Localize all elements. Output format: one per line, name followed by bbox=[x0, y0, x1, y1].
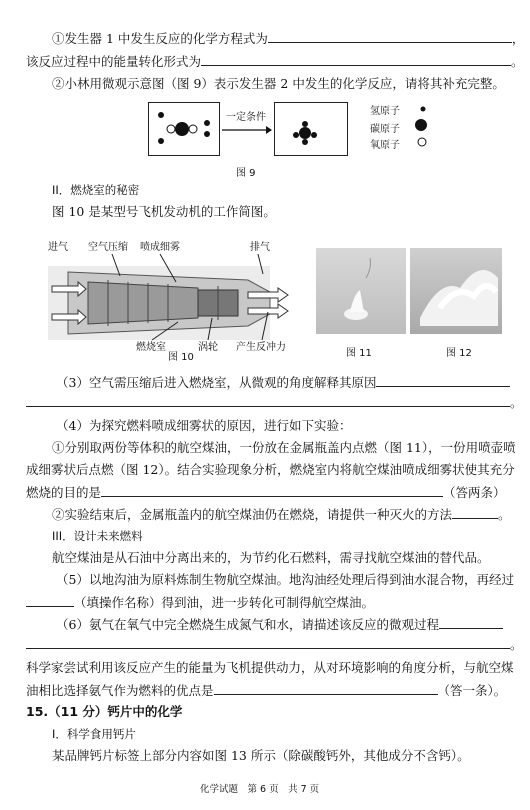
question-text: 该反应过程中的能量转化形式为 bbox=[26, 54, 202, 69]
q-line-energy: 该反应过程中的能量转化形式为 。 bbox=[26, 54, 524, 69]
legend-item bbox=[370, 102, 429, 118]
page-footer: 化学试题 第 6 页 共 7 页 bbox=[200, 784, 320, 795]
legend-item bbox=[370, 136, 429, 152]
answer-blank[interactable] bbox=[214, 682, 438, 695]
answer-blank[interactable] bbox=[376, 374, 510, 387]
fig10-engine bbox=[48, 228, 296, 360]
question-text: （答一条）。 bbox=[437, 683, 507, 698]
q-line-fig9-intro: ②小林用微观示意图（图 9）表示发生器 2 中发生的化学反应，请将其补充完整。 bbox=[52, 76, 505, 91]
q-line-equation: ①发生器 1 中发生反应的化学方程式为 ， bbox=[52, 31, 525, 46]
label-chamber: 燃烧室 bbox=[136, 342, 166, 353]
section-heading: II．燃烧室的秘密 bbox=[52, 183, 140, 197]
label-intake: 进气 bbox=[48, 242, 68, 253]
label-thrust: 产生反冲力 bbox=[236, 342, 286, 353]
hydrogen-atom-icon bbox=[417, 104, 429, 114]
question-text: （填操作名称）得到油，进一步转化可制得航空煤油。 bbox=[74, 595, 375, 610]
paragraph: 某品牌钙片标签上部分内容如图 13 所示（除碳酸钙外，其他成分不含钙）。 bbox=[52, 748, 470, 763]
q4-line-c bbox=[26, 484, 506, 501]
question-text: ②实验结束后，金属瓶盖内的航空煤油仍在燃烧，请提供一种灭火的方法 bbox=[52, 507, 453, 522]
question-text: （6）氨气在氧气中完全燃烧生成氮气和水，请描述该反应的微观过程 bbox=[56, 617, 439, 632]
q5-line: （5）以地沟油为原料炼制生物航空煤油。地沟油经处理后得到油水混合物，再经过 bbox=[56, 572, 514, 587]
section-heading: III．设计未来燃料 bbox=[52, 529, 143, 543]
q3-line bbox=[56, 374, 510, 391]
question-text: ①发生器 1 中发生反应的化学方程式为 bbox=[52, 31, 268, 46]
fig12-caption: 图 12 bbox=[446, 348, 472, 359]
answer-blank[interactable] bbox=[201, 53, 511, 66]
arrow-label: 一定条件 bbox=[226, 112, 266, 123]
q5-line-2 bbox=[26, 594, 374, 611]
question-text: （3）空气需压缩后进入燃烧室，从微观的角度解释其原因 bbox=[56, 375, 377, 390]
q4-line-d: ②实验结束后，金属瓶盖内的航空煤油仍在燃烧，请提供一种灭火的方法 。 bbox=[52, 507, 511, 522]
fig9-after-molecule bbox=[275, 103, 347, 155]
q6-line-3 bbox=[26, 682, 506, 699]
fig9-legend bbox=[370, 102, 429, 152]
fig11-caption: 图 11 bbox=[346, 348, 372, 359]
fig9-after-box bbox=[274, 102, 348, 156]
q4-line-b: 成细雾状后点燃（图 12）。结合实验现象分析，燃烧室内将航空煤油喷成细雾状使其充分 bbox=[26, 462, 515, 477]
fig10-intro: 图 10 是某型号飞机发动机的工作简图。 bbox=[52, 204, 276, 219]
carbon-atom-icon bbox=[413, 118, 429, 132]
answer-blank[interactable] bbox=[268, 30, 512, 43]
arrow-icon bbox=[220, 125, 272, 135]
q3-line-2: 。 bbox=[26, 394, 523, 411]
q4-line: （4）为探究燃料喷成细雾状的原因，进行如下实验： bbox=[56, 418, 352, 433]
fig9-arrow bbox=[220, 108, 272, 138]
engine-drawing bbox=[48, 252, 296, 352]
q4-line-a: ①分别取两份等体积的航空煤油，一份放在金属瓶盖内点燃（图 11），一份用喷壶喷 bbox=[52, 440, 516, 455]
legend-item bbox=[370, 118, 429, 136]
fig9-caption: 图 9 bbox=[236, 168, 256, 179]
fig10-caption: 图 10 bbox=[168, 352, 194, 363]
question-text: 燃烧的目的是 bbox=[26, 485, 102, 500]
label-compress: 空气压缩 bbox=[88, 242, 128, 253]
paragraph: 科学家尝试利用该反应产生的能量为飞机提供动力，从对环境影响的角度分析，与航空煤 bbox=[26, 660, 514, 675]
answer-blank[interactable] bbox=[26, 636, 510, 649]
fig9-before-molecules bbox=[149, 103, 219, 155]
q6-line-2: 。 bbox=[26, 636, 523, 653]
legend-label: 氢原子 bbox=[370, 106, 400, 117]
paragraph: 航空煤油是从石油中分离出来的，为节约化石燃料，需寻找航空煤油的替代品。 bbox=[52, 550, 490, 565]
label-turbine: 涡轮 bbox=[198, 342, 218, 353]
label-exhaust: 排气 bbox=[250, 242, 270, 253]
answer-blank[interactable] bbox=[26, 594, 74, 607]
section-heading: I．科学食用钙片 bbox=[52, 727, 136, 741]
answer-blank[interactable] bbox=[452, 506, 498, 519]
answer-blank[interactable] bbox=[101, 484, 443, 497]
fig11-photo bbox=[316, 248, 406, 334]
oxygen-atom-icon bbox=[415, 136, 429, 148]
question-15-title: 15.（11 分）钙片中的化学 bbox=[26, 704, 183, 719]
q6-line bbox=[56, 616, 503, 633]
flame-large-icon bbox=[410, 248, 502, 334]
legend-label: 氧原子 bbox=[370, 140, 400, 151]
answer-blank[interactable] bbox=[439, 616, 503, 629]
question-text: 油相比选择氨气作为燃料的优点是 bbox=[26, 683, 214, 698]
flame-small-icon bbox=[316, 248, 406, 334]
question-text: （答两条） bbox=[443, 485, 506, 500]
fig9-before-box bbox=[148, 102, 220, 156]
legend-label: 碳原子 bbox=[370, 124, 400, 135]
label-spray: 喷成细雾 bbox=[140, 242, 180, 253]
answer-blank[interactable] bbox=[26, 394, 510, 407]
fig12-photo bbox=[410, 248, 502, 334]
